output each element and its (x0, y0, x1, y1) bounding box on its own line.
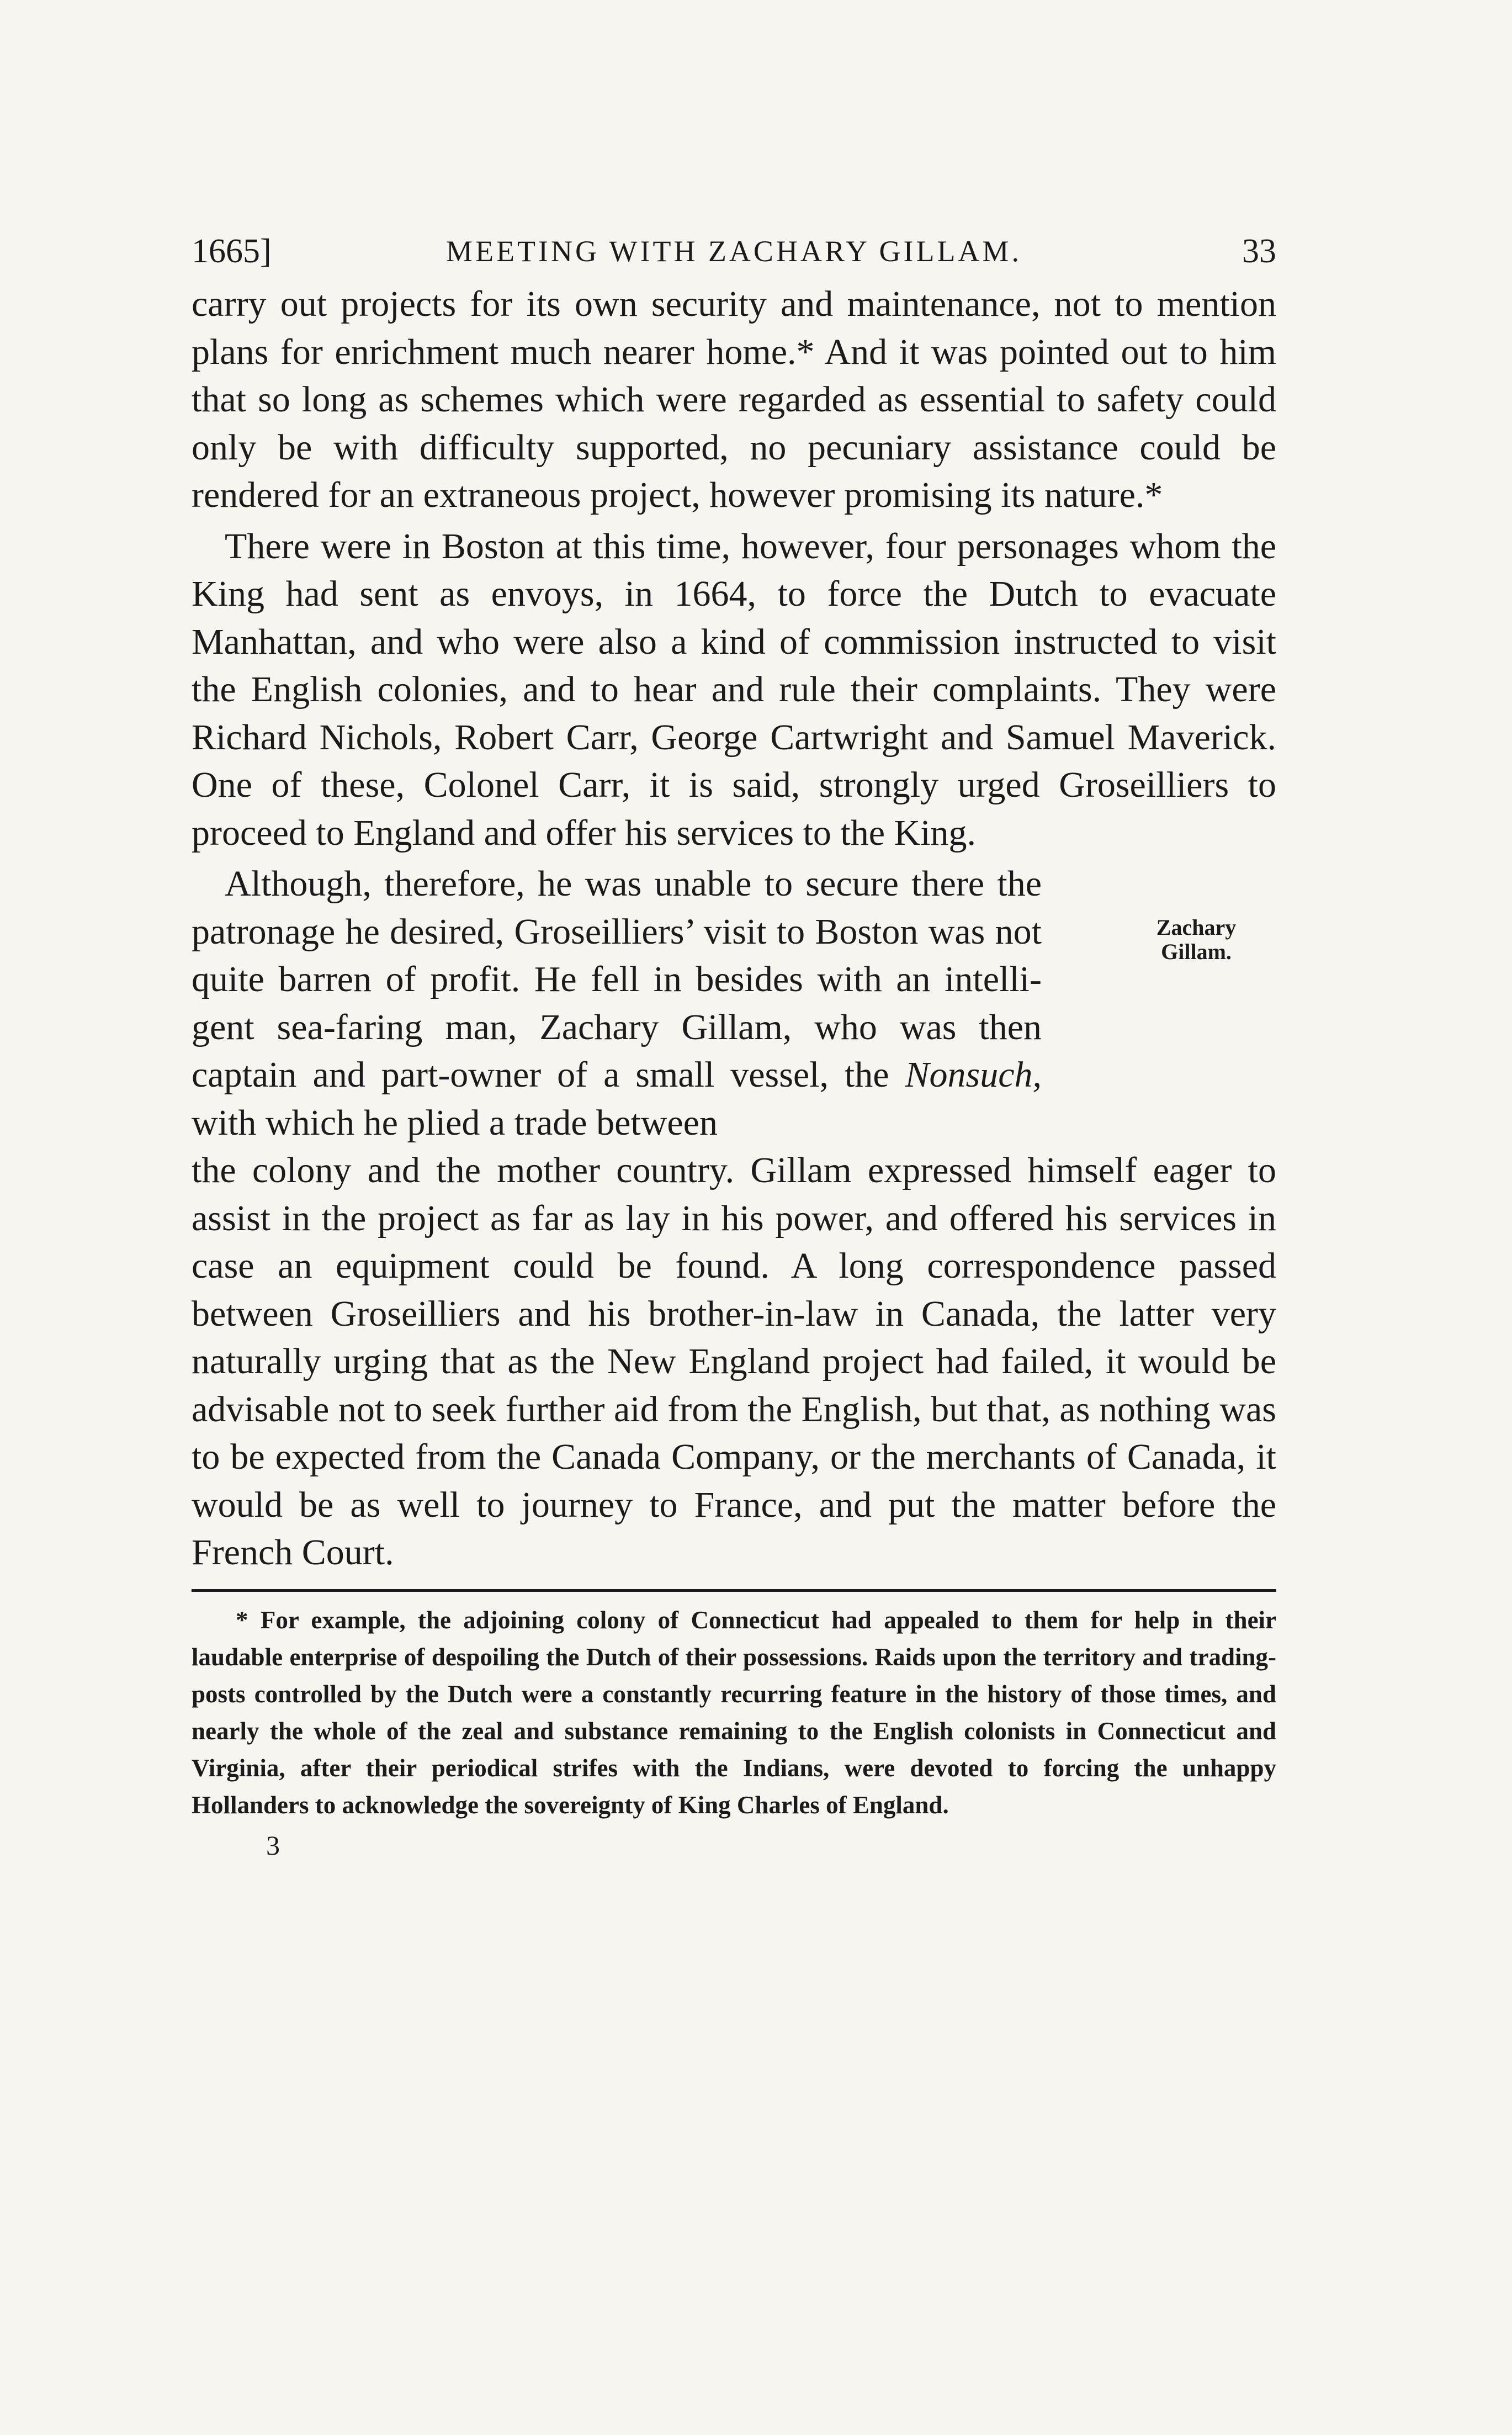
body-text (192, 280, 1276, 1577)
paragraph-2: There were in Boston at this time, however, four personages whom the King had sent as envoys, in 1664, to force the Dutch to evacuate Manhattan, and who were also a kind of commission instructed to visit the English colonies, and to hear and rule their complaints. They were Richard Nichols, Robert Carr, George Cartwright and Samuel Maverick. One of these, Colonel Carr, it is said, strongly urged Groseilliers to proceed to England and offer his services to the King. (192, 526, 1276, 853)
footnote-mark: * (236, 1606, 248, 1634)
paragraph-3-mid: with which he plied a trade between (192, 1102, 718, 1143)
margin-note-line-2: Gillam. (1161, 939, 1232, 964)
running-head (192, 226, 1276, 276)
footnote-text: For example, the adjoining colony of Connecticut had appealed to them for help in their laudable enterprise of despoiling the Dutch of their possessions. Raids upon the territory and trading-posts controlled by the Dutch were a constantly recurring feature in the history of those times, and nearly the whole of the zeal and substance remaining to the English colonists in Connecticut and Virginia, after their periodical strifes with the Indians, were devoted to forcing the unhappy Hollanders to acknowledge the sovereignty of King Charles of England. (192, 1606, 1277, 1819)
footnote (192, 1602, 1276, 1824)
page-number: 33 (1242, 232, 1276, 270)
paragraph-1: carry out projects for its own security and maintenance, not to mention plans for enrichment much nearer home.* And it was pointed out to him that so long as schemes which were regarded as essential to safety could only be with difficulty supported, no pecuniary assistance could be rendered for an extraneous project, however promising its nature.* (192, 284, 1276, 515)
paragraph-3 (192, 860, 1276, 1577)
paragraph-3-start: Although, therefore, he was unable to secure there the patronage he desired, Groseilliers’ visit to Boston was not quite barren of profit. He fell in besides with an intelligent sea-faring man, Zachary Gillam, who was then captain and part-owner of a small vessel, the (192, 864, 1042, 1095)
ship-name: Nonsuch, (905, 1055, 1042, 1095)
chapter-title: MEETING WITH ZACHARY GILLAM. (446, 235, 1022, 268)
footnote-rule (192, 1589, 1276, 1592)
paragraph-3-end: the colony and the mother country. Gillam expressed himself eager to assist in the project as far as lay in his power, and offered his services in case an equipment could be found. A long correspondence passed between Groseilliers and his brother-in-law in Canada, the latter very naturally urging that as the New England project had failed, it would be advisable not to seek further aid from the English, but that, as nothing was to be expected from the Canada Company, or the merchants of Canada, it would be as well to journey to France, and put the matter before the French Court. (192, 1150, 1276, 1573)
book-page (192, 226, 1276, 1865)
margin-note-line-1: Zachary (1156, 915, 1237, 940)
signature-mark: 3 (266, 1829, 280, 1861)
header-year: 1665] (192, 232, 272, 270)
margin-note (1127, 915, 1265, 964)
